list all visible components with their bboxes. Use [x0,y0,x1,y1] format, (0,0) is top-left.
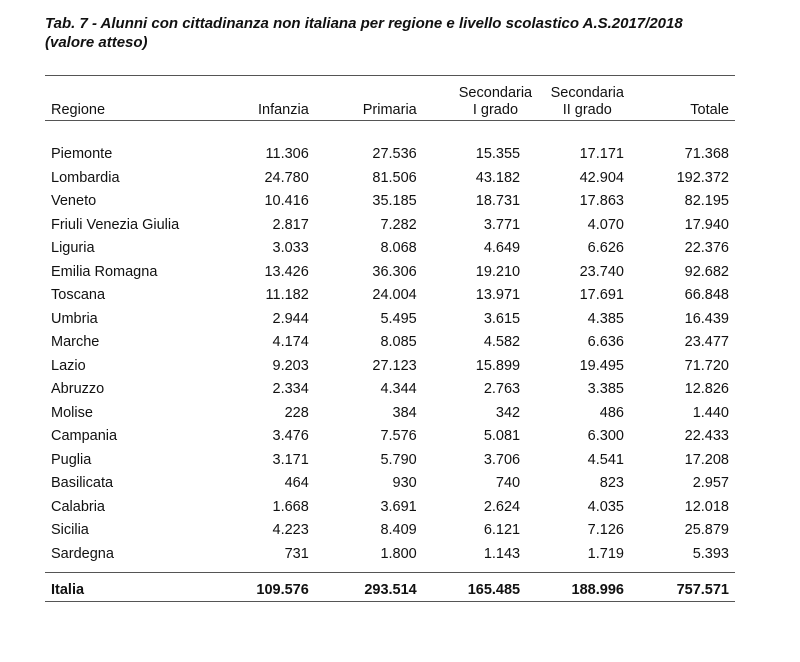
total-cell-secondaria-2: 188.996 [571,582,624,598]
cell-secondaria-2: 4.070 [587,216,624,233]
cell-infanzia: 9.203 [272,357,309,374]
cell-secondaria-1: 3.706 [483,451,521,468]
data-table [45,82,735,604]
cell-secondaria-1: 740 [495,475,521,491]
cell-regione: Calabria [51,498,105,515]
cell-secondaria-2: 486 [599,404,624,421]
cell-totale: 66.848 [684,287,729,303]
table-title-line-1: Tab. 7 - Alunni con cittadinanza non italiana per regione e livello scolastico A.S.2017/2018 [45,15,683,32]
table-row [45,472,735,496]
cell-infanzia: 11.306 [265,146,309,162]
cell-regione: Liguria [51,240,95,256]
cell-regione: Friuli Venezia Giulia [51,216,180,233]
cell-secondaria-1: 2.624 [483,498,521,515]
table-row [45,167,735,191]
header-secondaria-2 [520,82,624,119]
cell-primaria: 1.800 [380,545,417,562]
cell-primaria: 5.790 [380,451,417,468]
cell-regione: Piemonte [51,146,113,162]
header-secondaria-1-line-2: I grado [472,102,519,118]
cell-regione: Sicilia [51,522,89,538]
cell-totale: 17.940 [684,216,729,233]
cell-totale: 92.682 [684,263,729,280]
cell-secondaria-2: 6.626 [587,240,624,256]
cell-infanzia: 3.171 [272,451,309,468]
cell-infanzia: 228 [284,404,309,421]
table-row [45,449,735,473]
cell-secondaria-2: 7.126 [587,522,624,538]
cell-secondaria-1: 3.771 [483,216,521,233]
cell-infanzia: 3.476 [272,428,309,444]
cell-secondaria-1: 13.971 [475,287,521,303]
cell-secondaria-1: 5.081 [483,428,521,444]
table-row [45,355,735,379]
cell-secondaria-2: 19.495 [579,357,624,374]
cell-secondaria-1: 4.582 [483,334,521,350]
total-cell-primaria: 293.514 [364,582,417,598]
cell-regione: Veneto [51,193,97,209]
cell-infanzia: 11.182 [265,287,309,303]
table-row [45,261,735,285]
total-cell-infanzia: 109.576 [256,582,309,598]
table-row [45,214,735,238]
header-secondaria-1 [417,82,533,119]
cell-secondaria-2: 4.385 [587,310,624,327]
cell-secondaria-1: 1.143 [483,545,521,562]
cell-regione: Puglia [51,451,92,468]
cell-regione: Sardegna [51,545,114,562]
header-secondaria-2-line-2: II grado [562,102,612,118]
cell-totale: 12.018 [684,498,729,515]
cell-totale: 25.879 [684,522,729,538]
cell-primaria: 35.185 [372,193,417,209]
table-row [45,190,735,214]
header-infanzia: Infanzia [258,102,309,118]
total-cell-totale: 757.571 [676,582,729,598]
cell-totale: 71.720 [684,357,729,374]
cell-regione: Molise [51,404,93,421]
cell-totale: 192.372 [676,169,729,186]
cell-primaria: 3.691 [380,498,417,515]
cell-secondaria-1: 4.649 [483,240,521,256]
cell-regione: Emilia Romagna [51,263,158,280]
cell-secondaria-2: 4.035 [587,498,624,515]
table-row [45,331,735,355]
header-secondaria-2-line-1: Secondaria [550,85,624,101]
table-row [45,143,735,167]
table-title-line-2: (valore atteso) [45,34,148,51]
cell-secondaria-1: 18.731 [475,193,521,209]
table-row [45,496,735,520]
table-row [45,402,735,426]
cell-infanzia: 24.780 [264,169,309,186]
cell-infanzia: 13.426 [264,263,309,280]
cell-totale: 12.826 [684,381,729,397]
header-primaria: Primaria [362,102,417,118]
table-row [45,237,735,261]
cell-secondaria-2: 3.385 [587,381,624,397]
cell-secondaria-2: 6.300 [587,428,624,444]
header-regione: Regione [51,102,106,118]
table-row [45,308,735,332]
cell-infanzia: 10.416 [264,193,309,209]
cell-secondaria-1: 15.899 [475,357,521,374]
table-title [45,14,765,52]
cell-primaria: 27.536 [372,146,417,162]
cell-totale: 16.439 [684,310,729,327]
total-cell-secondaria-1: 165.485 [467,582,521,598]
cell-regione: Lazio [51,357,86,374]
cell-primaria: 384 [392,404,417,421]
table-row [45,425,735,449]
cell-secondaria-1: 15.355 [475,146,521,162]
cell-totale: 22.376 [684,240,729,256]
cell-secondaria-1: 342 [495,404,521,421]
cell-secondaria-1: 19.210 [475,263,521,280]
cell-primaria: 36.306 [372,263,417,280]
cell-regione: Umbria [51,310,98,327]
header-secondaria-1-line-1: Secondaria [458,85,533,101]
cell-infanzia: 3.033 [272,240,309,256]
total-cell-regione: Italia [51,582,85,598]
cell-infanzia: 4.223 [272,522,309,538]
cell-totale: 23.477 [684,334,729,350]
cell-regione: Marche [51,334,100,350]
total-row [45,566,735,604]
cell-secondaria-2: 42.904 [579,169,624,186]
cell-regione: Toscana [51,287,106,303]
header-spacer [45,119,735,143]
cell-secondaria-2: 4.541 [587,451,624,468]
cell-secondaria-1: 2.763 [483,381,521,397]
table-row [45,543,735,567]
cell-secondaria-1: 6.121 [483,522,521,538]
cell-infanzia: 1.668 [272,498,309,515]
cell-secondaria-2: 17.691 [579,287,624,303]
table-row [45,519,735,543]
cell-infanzia: 2.817 [272,216,309,233]
cell-totale: 22.433 [684,428,729,444]
cell-primaria: 24.004 [372,287,417,303]
cell-primaria: 930 [392,475,417,491]
top-rule [45,75,735,76]
cell-primaria: 7.282 [380,216,417,233]
cell-infanzia: 731 [284,545,309,562]
cell-totale: 71.368 [684,146,729,162]
cell-totale: 5.393 [692,545,729,562]
cell-primaria: 8.085 [380,334,417,350]
cell-secondaria-2: 1.719 [587,545,624,562]
cell-regione: Lombardia [51,169,120,186]
cell-secondaria-1: 3.615 [483,310,521,327]
cell-primaria: 81.506 [372,169,417,186]
cell-infanzia: 2.944 [272,310,309,327]
cell-regione: Campania [51,428,118,444]
cell-secondaria-2: 6.636 [587,334,624,350]
cell-secondaria-2: 17.863 [579,193,624,209]
cell-secondaria-2: 23.740 [579,263,624,280]
cell-primaria: 5.495 [380,310,417,327]
cell-secondaria-2: 17.171 [579,146,624,162]
cell-infanzia: 2.334 [272,381,309,397]
cell-infanzia: 464 [284,475,309,491]
cell-primaria: 27.123 [372,357,417,374]
header-row [45,82,735,119]
cell-primaria: 8.068 [380,240,417,256]
cell-totale: 1.440 [692,404,729,421]
cell-secondaria-1: 43.182 [475,169,521,186]
table-row [45,378,735,402]
cell-primaria: 4.344 [380,381,417,397]
cell-secondaria-2: 823 [599,475,624,491]
cell-primaria: 8.409 [380,522,417,538]
cell-regione: Basilicata [51,475,114,491]
cell-totale: 2.957 [692,475,729,491]
header-totale: Totale [690,102,729,118]
cell-infanzia: 4.174 [272,334,309,350]
cell-totale: 17.208 [684,451,729,468]
table-row [45,284,735,308]
cell-primaria: 7.576 [380,428,417,444]
cell-regione: Abruzzo [51,381,105,397]
cell-totale: 82.195 [684,193,729,209]
